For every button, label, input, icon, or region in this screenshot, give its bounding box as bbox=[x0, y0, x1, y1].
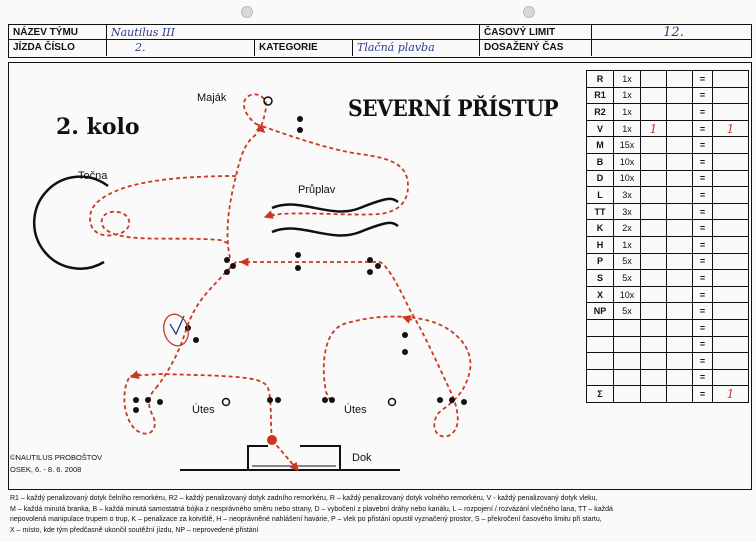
equals-sign: = bbox=[693, 270, 713, 287]
passage-label: Průplav bbox=[298, 184, 336, 196]
equals-sign: = bbox=[693, 336, 713, 353]
penalty-code: NP bbox=[587, 303, 614, 320]
equals-sign: = bbox=[693, 220, 713, 237]
penalty-result[interactable] bbox=[713, 236, 749, 253]
penalty-row bbox=[587, 203, 749, 220]
penalty-multiplier: 10x bbox=[614, 286, 641, 303]
penalty-row bbox=[587, 170, 749, 187]
penalty-count[interactable] bbox=[641, 104, 667, 121]
start-marker bbox=[267, 435, 277, 445]
penalty-row bbox=[587, 137, 749, 154]
cliff-left-label: Útes bbox=[192, 404, 215, 416]
turning-label: Točna bbox=[78, 170, 108, 182]
penalty-multiplier: 1x bbox=[614, 71, 641, 88]
penalty-count[interactable] bbox=[641, 270, 667, 287]
penalty-blank[interactable] bbox=[667, 270, 693, 287]
penalty-count[interactable] bbox=[641, 220, 667, 237]
penalty-code: M bbox=[587, 137, 614, 154]
penalty-row bbox=[587, 286, 749, 303]
category-value[interactable]: Tlačná plavba bbox=[353, 40, 480, 56]
penalty-row bbox=[587, 220, 749, 237]
cliff-right-label: Útes bbox=[344, 404, 367, 416]
penalty-row bbox=[587, 236, 749, 253]
penalty-code: V bbox=[587, 120, 614, 137]
penalty-count[interactable] bbox=[641, 203, 667, 220]
penalty-multiplier: 10x bbox=[614, 153, 641, 170]
course-title: SEVERNÍ PŘÍSTUP bbox=[348, 96, 559, 122]
penalty-code: D bbox=[587, 170, 614, 187]
penalty-result[interactable] bbox=[713, 137, 749, 154]
legend-line: R1 – každý penalizovaný dotyk čelního remorkéru, R2 – každý penalizovaný dotyk zadního remorkéru, R – každý penalizovaný dotyk volného remorkéru, V - každý penalizovaný dotyk vleku, bbox=[10, 495, 598, 502]
penalty-row bbox=[587, 187, 749, 204]
equals-sign: = bbox=[693, 386, 713, 403]
penalty-multiplier bbox=[614, 319, 641, 336]
penalty-result[interactable] bbox=[713, 253, 749, 270]
penalty-count[interactable] bbox=[641, 87, 667, 104]
penalty-row bbox=[587, 104, 749, 121]
penalty-multiplier: 15x bbox=[614, 137, 641, 154]
penalty-count[interactable] bbox=[641, 187, 667, 204]
legend-line: M – každá minutá branka, B – každá minutá samostatná bójka z nesprávného směru nebo strany, D – vybočení z plavební dráhy nebo kanálu, L – rozpojení / rozvázání vlečného lana, TT – každá bbox=[10, 505, 613, 513]
penalty-row bbox=[587, 369, 749, 386]
equals-sign: = bbox=[693, 120, 713, 137]
penalty-multiplier bbox=[614, 386, 641, 403]
penalty-code: L bbox=[587, 187, 614, 204]
legend-line: X – místo, kde tým předčasně ukončil soutěžní jízdu, NP – neprovedené přistání bbox=[10, 526, 259, 534]
equals-sign: = bbox=[693, 170, 713, 187]
ride-label: JÍZDA ČÍSLO bbox=[9, 40, 107, 56]
penalty-multiplier: 3x bbox=[614, 203, 641, 220]
event-dates: OSEK, 6. - 8. 6. 2008 bbox=[10, 465, 82, 474]
penalty-row bbox=[587, 153, 749, 170]
penalty-multiplier: 1x bbox=[614, 87, 641, 104]
penalty-result[interactable] bbox=[713, 104, 749, 121]
equals-sign: = bbox=[693, 203, 713, 220]
penalty-blank[interactable] bbox=[667, 253, 693, 270]
round-label: 2. kolo bbox=[56, 114, 140, 140]
team-value[interactable]: Nautilus III bbox=[107, 25, 480, 40]
equals-sign: = bbox=[693, 303, 713, 320]
penalty-result[interactable] bbox=[713, 303, 749, 320]
team-label: NÁZEV TÝMU bbox=[9, 25, 107, 40]
achieved-time-label: DOSAŽENÝ ČAS bbox=[480, 40, 592, 56]
penalty-result[interactable] bbox=[713, 220, 749, 237]
equals-sign: = bbox=[693, 104, 713, 121]
penalty-count[interactable] bbox=[641, 303, 667, 320]
equals-sign: = bbox=[693, 71, 713, 88]
route-arrows bbox=[134, 126, 412, 468]
penalty-count[interactable] bbox=[641, 286, 667, 303]
penalty-row bbox=[587, 87, 749, 104]
penalty-row bbox=[587, 71, 749, 88]
penalty-multiplier: 3x bbox=[614, 187, 641, 204]
dock-label: Dok bbox=[352, 452, 372, 464]
penalty-multiplier bbox=[614, 369, 641, 386]
penalty-count[interactable] bbox=[641, 319, 667, 336]
penalty-multiplier: 10x bbox=[614, 170, 641, 187]
penalty-code: B bbox=[587, 153, 614, 170]
penalty-count[interactable]: 1 bbox=[641, 120, 667, 137]
turning-basin-arc bbox=[34, 177, 108, 269]
penalty-result[interactable] bbox=[713, 71, 749, 88]
category-label: KATEGORIE bbox=[255, 40, 353, 56]
penalty-code bbox=[587, 336, 614, 353]
penalty-row bbox=[587, 336, 749, 353]
penalty-result[interactable] bbox=[713, 153, 749, 170]
penalty-result[interactable] bbox=[713, 336, 749, 353]
lighthouse-label: Maják bbox=[197, 92, 227, 104]
penalty-result[interactable] bbox=[713, 353, 749, 370]
penalty-multiplier bbox=[614, 336, 641, 353]
equals-sign: = bbox=[693, 369, 713, 386]
penalty-multiplier: 1x bbox=[614, 104, 641, 121]
penalty-blank[interactable] bbox=[667, 71, 693, 88]
penalty-blank[interactable] bbox=[667, 153, 693, 170]
penalty-blank[interactable] bbox=[667, 104, 693, 121]
equals-sign: = bbox=[693, 353, 713, 370]
penalty-result[interactable]: 1 bbox=[713, 120, 749, 137]
penalty-blank[interactable] bbox=[667, 319, 693, 336]
penalty-row bbox=[587, 303, 749, 320]
penalty-code: S bbox=[587, 270, 614, 287]
equals-sign: = bbox=[693, 87, 713, 104]
penalty-row bbox=[587, 253, 749, 270]
penalty-code: TT bbox=[587, 203, 614, 220]
penalty-blank[interactable] bbox=[667, 336, 693, 353]
time-limit-label: ČASOVÝ LIMIT bbox=[480, 25, 592, 40]
penalty-blank[interactable] bbox=[667, 87, 693, 104]
penalty-result[interactable] bbox=[713, 270, 749, 287]
equals-sign: = bbox=[693, 253, 713, 270]
penalty-code: P bbox=[587, 253, 614, 270]
penalty-blank[interactable] bbox=[667, 303, 693, 320]
equals-sign: = bbox=[693, 236, 713, 253]
copyright-text: ©NAUTILUS PROBOŠTOV bbox=[10, 453, 103, 462]
penalty-count[interactable] bbox=[641, 253, 667, 270]
penalty-code: Σ bbox=[587, 386, 614, 403]
penalty-count[interactable] bbox=[641, 137, 667, 154]
buoys bbox=[133, 97, 467, 413]
penalty-code bbox=[587, 369, 614, 386]
penalty-blank[interactable] bbox=[667, 386, 693, 403]
penalty-count[interactable] bbox=[641, 71, 667, 88]
canal-bank-lower bbox=[272, 223, 398, 236]
equals-sign: = bbox=[693, 137, 713, 154]
route-path bbox=[90, 94, 470, 468]
penalty-multiplier: 1x bbox=[614, 120, 641, 137]
copyright-block bbox=[10, 452, 102, 476]
penalty-blank[interactable] bbox=[667, 220, 693, 237]
time-limit-value[interactable]: 12. bbox=[592, 25, 751, 40]
penalty-count[interactable] bbox=[641, 336, 667, 353]
penalty-legend bbox=[10, 494, 752, 536]
penalty-row bbox=[587, 270, 749, 287]
equals-sign: = bbox=[693, 187, 713, 204]
penalty-blank[interactable] bbox=[667, 203, 693, 220]
penalty-code bbox=[587, 353, 614, 370]
penalty-table bbox=[586, 70, 749, 403]
penalty-result[interactable] bbox=[713, 286, 749, 303]
penalty-multiplier: 2x bbox=[614, 220, 641, 237]
penalty-multiplier: 5x bbox=[614, 303, 641, 320]
penalty-row bbox=[587, 319, 749, 336]
penalty-blank[interactable] bbox=[667, 369, 693, 386]
equals-sign: = bbox=[693, 319, 713, 336]
penalty-count[interactable] bbox=[641, 170, 667, 187]
penalty-blank[interactable] bbox=[667, 187, 693, 204]
penalty-code bbox=[587, 319, 614, 336]
penalty-result[interactable] bbox=[713, 319, 749, 336]
penalty-blank[interactable] bbox=[667, 120, 693, 137]
equals-sign: = bbox=[693, 153, 713, 170]
canal-bank-upper bbox=[272, 199, 398, 212]
penalty-blank[interactable] bbox=[667, 137, 693, 154]
penalty-multiplier: 5x bbox=[614, 270, 641, 287]
penalty-result[interactable] bbox=[713, 203, 749, 220]
penalty-blank[interactable] bbox=[667, 353, 693, 370]
penalty-row bbox=[587, 120, 749, 137]
penalty-multiplier: 1x bbox=[614, 236, 641, 253]
check-mark bbox=[170, 316, 184, 334]
equals-sign: = bbox=[693, 286, 713, 303]
penalty-result[interactable] bbox=[713, 187, 749, 204]
penalty-code: H bbox=[587, 236, 614, 253]
penalty-result[interactable] bbox=[713, 170, 749, 187]
penalty-blank[interactable] bbox=[667, 170, 693, 187]
ride-value[interactable]: 2. bbox=[107, 40, 255, 56]
penalty-result[interactable] bbox=[713, 87, 749, 104]
penalty-result[interactable] bbox=[713, 369, 749, 386]
penalty-code: K bbox=[587, 220, 614, 237]
penalty-code: R2 bbox=[587, 104, 614, 121]
penalty-row bbox=[587, 386, 749, 403]
legend-line: nepovolená manipulace trupem o trup, K – penalizace za kotviště, H – neoprávněné nahlášení havárie, P – vlek po přistání opustil vyznačený prostor, S – překročení časového limitu při startu, bbox=[10, 516, 602, 523]
penalty-code: R bbox=[587, 71, 614, 88]
penalty-code: X bbox=[587, 286, 614, 303]
penalty-count[interactable] bbox=[641, 353, 667, 370]
penalty-blank[interactable] bbox=[667, 286, 693, 303]
penalty-count[interactable] bbox=[641, 386, 667, 403]
penalty-count[interactable] bbox=[641, 369, 667, 386]
penalty-count[interactable] bbox=[641, 236, 667, 253]
penalty-multiplier bbox=[614, 353, 641, 370]
penalty-result[interactable]: 1 bbox=[713, 386, 749, 403]
penalty-count[interactable] bbox=[641, 153, 667, 170]
penalty-blank[interactable] bbox=[667, 236, 693, 253]
penalty-row bbox=[587, 353, 749, 370]
penalty-code: R1 bbox=[587, 87, 614, 104]
penalty-multiplier: 5x bbox=[614, 253, 641, 270]
